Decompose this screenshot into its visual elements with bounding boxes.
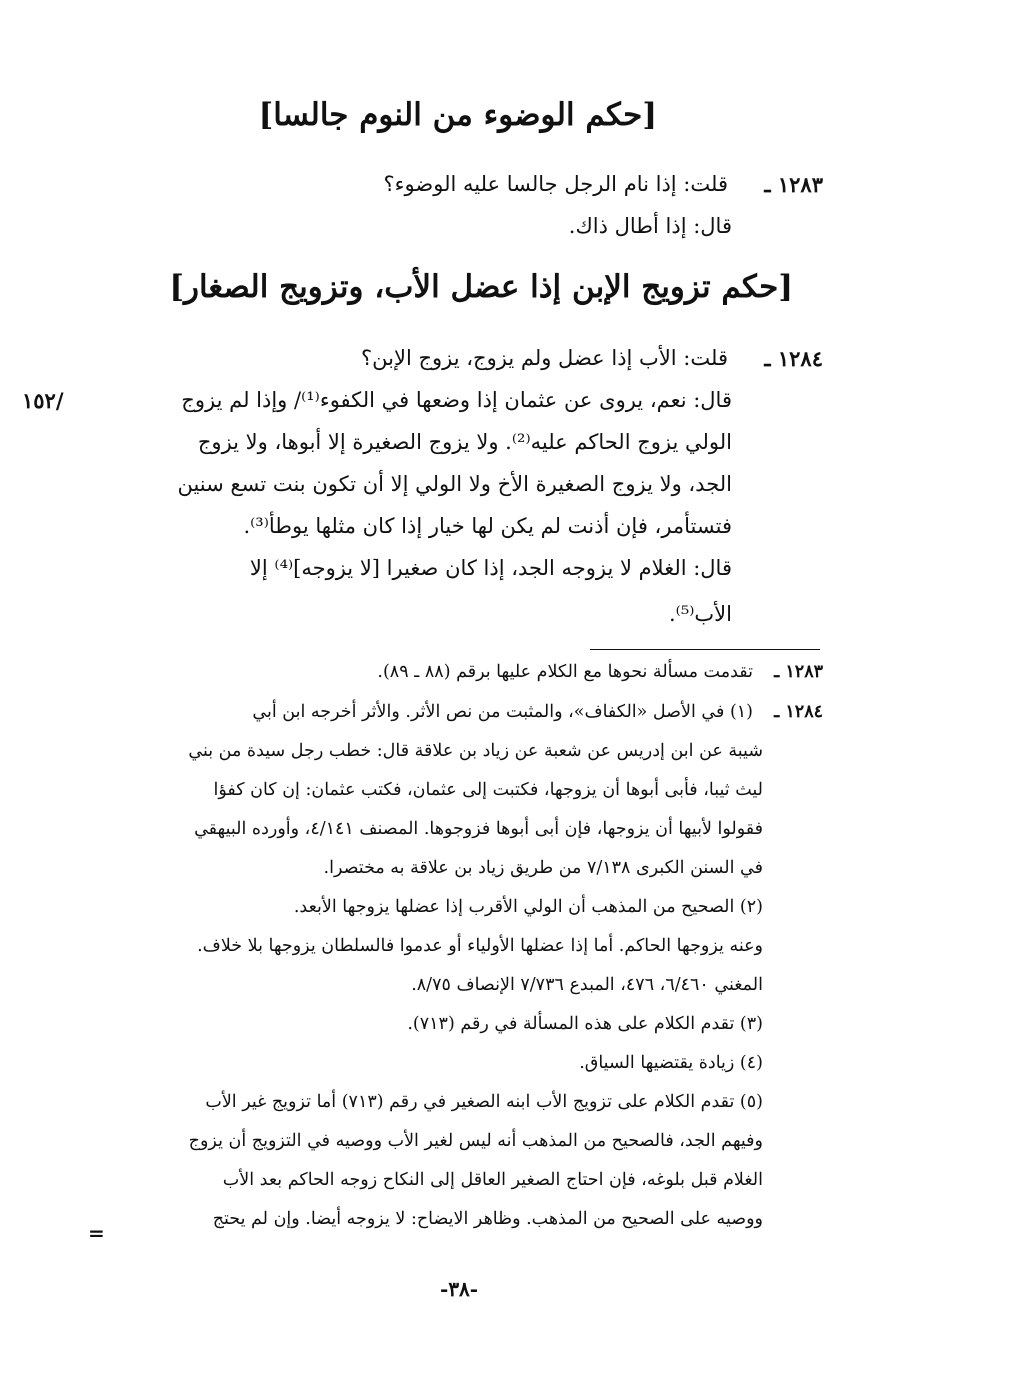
footnote-separator	[590, 649, 820, 650]
footnote-number-1283: ١٢٨٣ ـ	[774, 662, 823, 682]
answer-line: قال: نعم، يروى عن عثمان إذا وضعها في الكفوء⁽¹⁾/ وإذا لم يزوج	[181, 388, 732, 412]
footnote-line: ووصيه على الصحيح من المذهب. وظاهر الايضاح: لا يزوجه أيضا. وإن لم يحتج	[212, 1209, 763, 1229]
footnote-line: وعنه يزوجها الحاكم. أما إذا عضلها الأولياء أو عدموا فالسلطان يزوجها بلا خلاف.	[197, 936, 763, 956]
footnote-line: ليث ثيبا، فأبى أبوها أن يزوجها، فكتبت إلى عثمان، فكتب عثمان: إن كان كفؤا	[213, 780, 763, 800]
question-number-1284: ١٢٨٤ ـ	[764, 346, 823, 371]
question-text-1284: قلت: الأب إذا عضل ولم يزوج، يزوج الإبن؟	[361, 346, 728, 370]
footnote-line: المغني ٦/٤٦٠، ٤٧٦، المبدع ٧/٧٣٦ الإنصاف ٨/٧٥.	[411, 975, 763, 995]
footnote-line: (٤) زيادة يقتضيها السياق.	[579, 1053, 763, 1073]
continuation-mark: =	[88, 1221, 105, 1245]
margin-folio-reference: /١٥٢	[22, 388, 64, 413]
answer-line: قال: الغلام لا يزوجه الجد، إذا كان صغيرا [لا يزوجه]⁽⁴⁾ إلا	[249, 556, 732, 580]
question-text-1283: قلت: إذا نام الرجل جالسا عليه الوضوء؟	[383, 172, 728, 196]
footnote-line: فقولوا لأبيها أن يزوجها، فإن أبى أبوها فزوجوها. المصنف ٤/١٤١، وأورده البيهقي	[194, 819, 763, 839]
footnote-line: (٣) تقدم الكلام على هذه المسألة في رقم (٧١٣).	[407, 1014, 763, 1034]
answer-line: الأب⁽⁵⁾.	[668, 602, 732, 626]
footnote-1284-first-line: (١) في الأصل «الكفاف»، والمثبت من نص الأثر. والأثر أخرجه ابن أبي	[252, 702, 753, 722]
footnote-line: (٥) تقدم الكلام على تزويج الأب ابنه الصغير في رقم (٧١٣) أما تزويج غير الأب	[205, 1092, 763, 1112]
answer-line: فتستأمر، فإن أذنت لم يكن لها خيار إذا كان مثلها يوطأ⁽³⁾.	[243, 514, 732, 538]
page-number: -٣٨-	[440, 1277, 479, 1301]
section-title-sleep-ablution: [حكم الوضوء من النوم جالسا]	[258, 97, 657, 133]
answer-line: الجد، ولا يزوج الصغيرة الأخ ولا الولي إلا أن تكون بنت تسع سنين	[177, 472, 732, 496]
answer-line: الولي يزوج الحاكم عليه⁽²⁾. ولا يزوج الصغيرة إلا أبوها، ولا يزوج	[197, 430, 732, 454]
answer-text-1283: قال: إذا أطال ذاك.	[568, 214, 732, 238]
footnote-line: في السنن الكبرى ٧/١٣٨ من طريق زياد بن علاقة به مختصرا.	[323, 858, 763, 878]
footnote-line: وفيهم الجد، فالصحيح من المذهب أنه ليس لغير الأب ووصيه في التزويج أن يزوج	[188, 1131, 763, 1151]
section-title-marriage: [حكم تزويج الإبن إذا عضل الأب، وتزويج الصغار]	[169, 269, 793, 305]
footnote-text-1283: تقدمت مسألة نحوها مع الكلام عليها برقم (٨٨ ـ ٨٩).	[377, 662, 753, 682]
footnote-line: الغلام قبل بلوغه، فإن احتاج الصغير العاقل إلى النكاح زوجه الحاكم بعد الأب	[222, 1170, 763, 1190]
footnote-number-1284: ١٢٨٤ ـ	[774, 702, 823, 722]
question-number-1283: ١٢٨٣ ـ	[764, 172, 823, 197]
footnote-line: شيبة عن ابن إدريس عن شعبة عن زياد بن علاقة قال: خطب رجل سيدة من بني	[188, 741, 763, 761]
footnote-line: (٢) الصحيح من المذهب أن الولي الأقرب إذا عضلها يزوجها الأبعد.	[293, 897, 763, 917]
